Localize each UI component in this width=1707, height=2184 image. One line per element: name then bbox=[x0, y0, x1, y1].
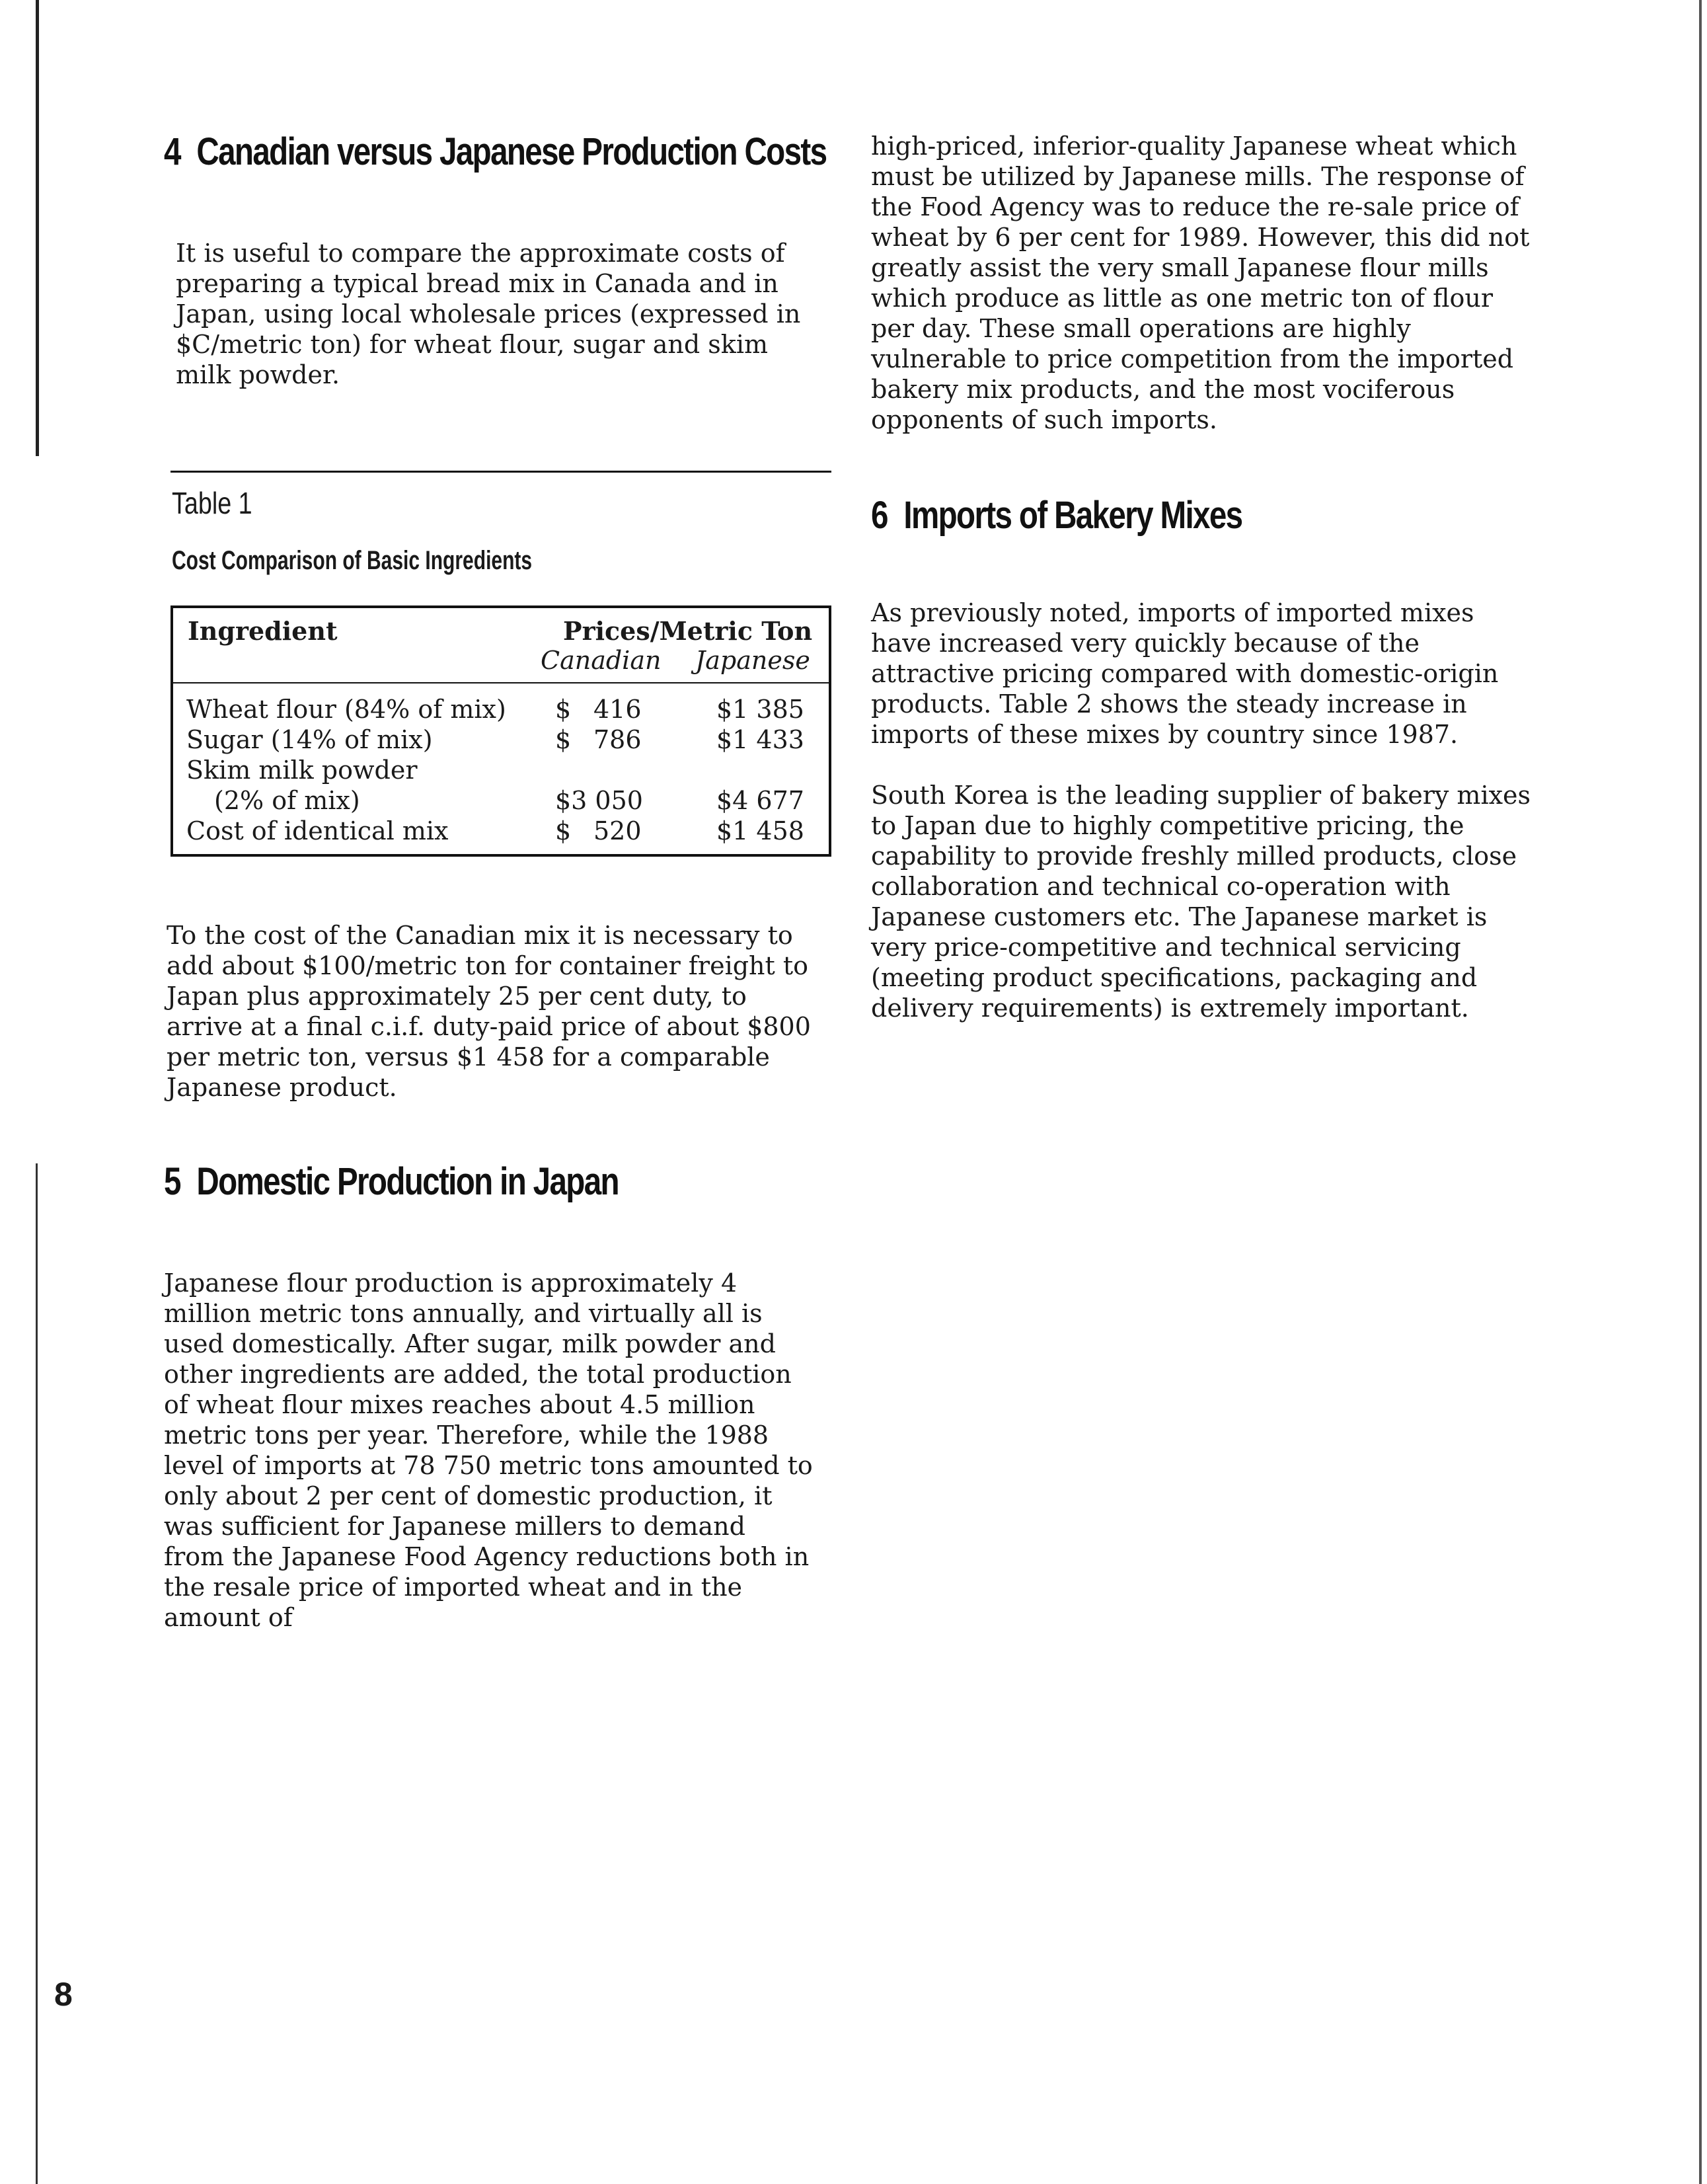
section-5-title: Domestic Production in Japan bbox=[196, 1160, 619, 1203]
page-number: 8 bbox=[54, 1976, 73, 2013]
table-1-label: Table 1 bbox=[172, 486, 252, 520]
scan-edge-left-lower bbox=[36, 1163, 38, 2184]
table-row-japanese: $4 677 bbox=[716, 786, 804, 815]
section-6-paragraph-1: As previously noted, imports of imported mixes have increased very quickly because of the attractive pricing compared with domestic-origin products. Table 2 shows the steady increase in imports of these mixes by country since 1987. bbox=[871, 598, 1499, 749]
table-1-header-prices: Prices/Metric Ton bbox=[563, 616, 813, 646]
section-5-text: Japanese flour production is approximately 4 million metric tons annually, and virtually all is used domestically. After sugar, milk powder and other ingredients are added, the total production of wheat flour mixes reaches about 4.5 million metric tons per year. Therefore, while the 1988 level of imports at 78 750 metric tons amounted to only about 2 per cent of domestic production, it was sufficient for Japanese millers to demand from the Japanese Food Agency reductions both in the resale price of imported wheat and in the amount of bbox=[164, 1268, 813, 1632]
section-4-intro: It is useful to compare the approximate costs of preparing a typical bread mix in Canada and in Japan, using local wholesale prices (expressed in $C/metric ton) for wheat flour, sugar and skim milk powder. bbox=[176, 239, 801, 389]
table-1-header-rule bbox=[173, 682, 829, 683]
section-4-number: 4 bbox=[164, 130, 180, 173]
table-1-header-japanese: Japanese bbox=[695, 646, 810, 675]
table-row-japanese: $1 458 bbox=[716, 816, 804, 845]
table-row-canadian: 416 bbox=[593, 695, 642, 724]
table-row-canadian-sign: $ bbox=[555, 816, 572, 845]
table-row-canadian-sign: $ bbox=[555, 725, 572, 754]
table-row-canadian: $3 050 bbox=[555, 786, 643, 815]
table-row-ingredient: Skim milk powder bbox=[186, 756, 418, 785]
table-row-ingredient: Cost of identical mix bbox=[186, 816, 449, 845]
table-row-ingredient: Wheat flour (84% of mix) bbox=[186, 695, 506, 724]
table-row-canadian-sign: $ bbox=[555, 695, 572, 724]
table-row-japanese: $1 433 bbox=[716, 725, 804, 754]
scan-edge-right bbox=[1699, 0, 1702, 2184]
table-row-canadian: 786 bbox=[593, 725, 642, 754]
table-1-top-rule bbox=[171, 471, 831, 473]
table-row-canadian: 520 bbox=[593, 816, 642, 845]
section-6-paragraph-2: South Korea is the leading supplier of bakery mixes to Japan due to highly competitive pricing, the capability to provide freshly milled products, close collaboration and technical co-operation with Japanese customers etc. The Japanese market is very price-competitive and technical servicing (meeting product specifications, packaging and delivery requirements) is extremely important. bbox=[871, 781, 1531, 1023]
table-1-caption: Cost Comparison of Basic Ingredients bbox=[172, 546, 533, 575]
section-4-heading bbox=[164, 130, 826, 174]
section-5-number: 5 bbox=[164, 1160, 180, 1203]
table-row-ingredient: (2% of mix) bbox=[214, 786, 360, 815]
scan-edge-left bbox=[36, 0, 39, 456]
section-6-title: Imports of Bakery Mixes bbox=[903, 494, 1242, 537]
section-5-continued: high-priced, inferior-quality Japanese wheat which must be utilized by Japanese mills. The response of the Food Agency was to reduce the re-sale price of wheat by 6 per cent for 1989. However, this did not greatly assist the very small Japanese flour mills which produce as little as one metric ton of flour per day. These small operations are highly vulnerable to price competition from the imported bakery mix products, and the most vociferous opponents of such imports. bbox=[871, 132, 1530, 434]
section-5-heading bbox=[164, 1159, 619, 1204]
section-4-title: Canadian versus Japanese Production Costs bbox=[196, 130, 827, 173]
table-row-ingredient: Sugar (14% of mix) bbox=[186, 725, 433, 754]
section-6-number: 6 bbox=[871, 494, 888, 537]
table-1-header-ingredient: Ingredient bbox=[188, 616, 338, 646]
section-6-heading bbox=[871, 493, 1242, 537]
table-row-japanese: $1 385 bbox=[716, 695, 804, 724]
section-4-after-table: To the cost of the Canadian mix it is necessary to add about $100/metric ton for container freight to Japan plus approximately 25 per cent duty, to arrive at a final c.i.f. duty-paid price of about $800 per metric ton, versus $1 458 for a comparable Japanese product. bbox=[167, 921, 811, 1102]
table-1 bbox=[171, 605, 831, 857]
table-1-header-canadian: Canadian bbox=[541, 646, 662, 675]
